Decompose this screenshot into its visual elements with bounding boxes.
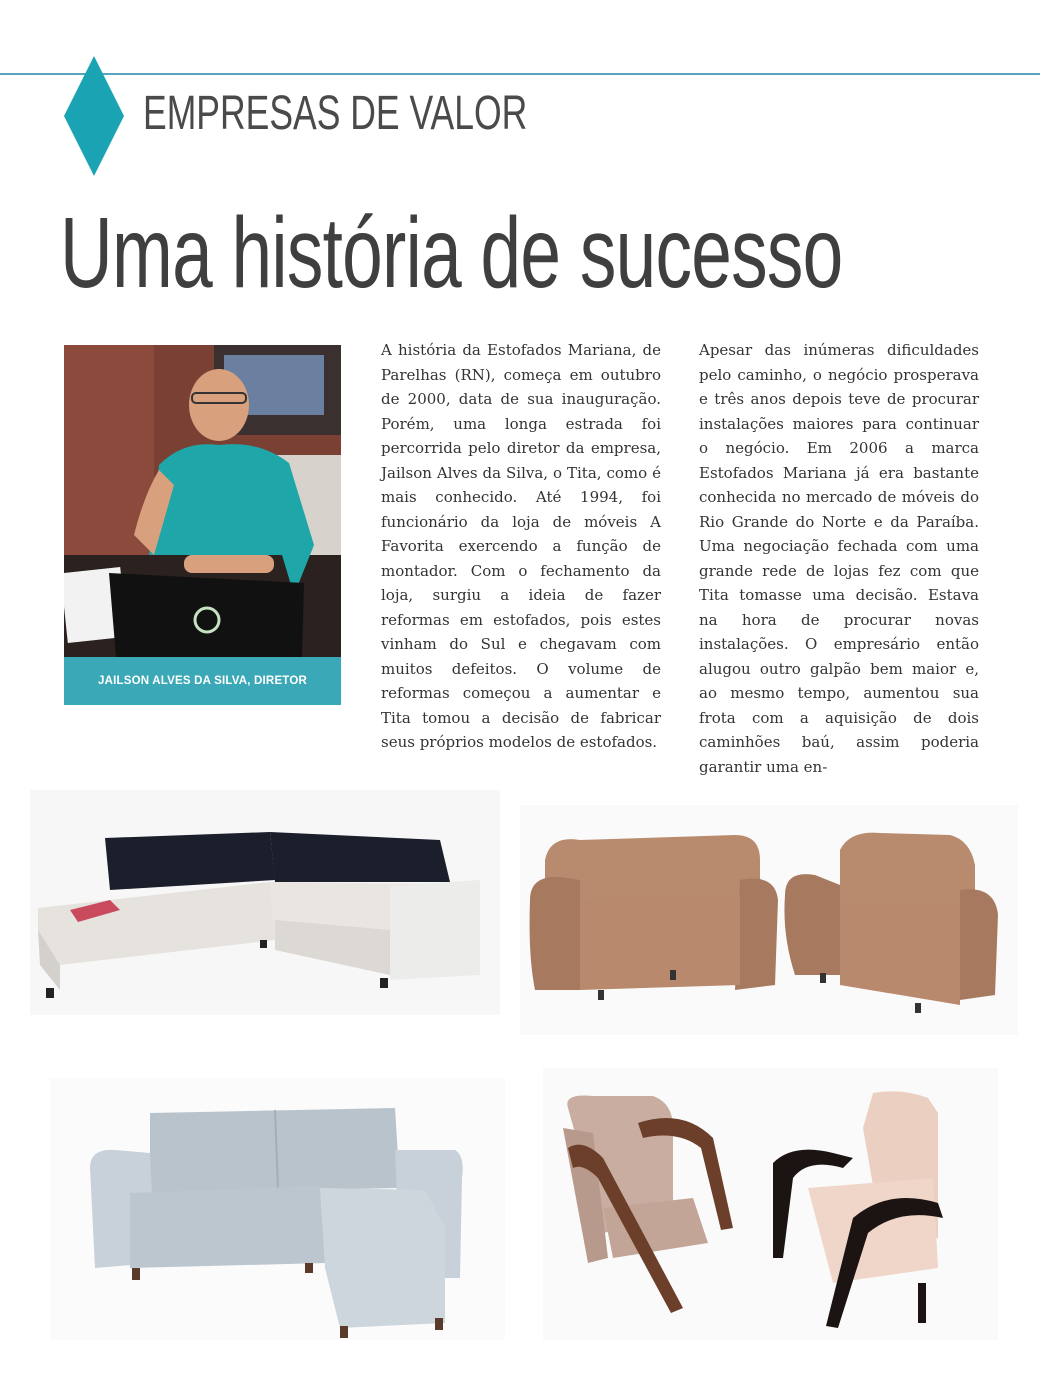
armchairs-image: [543, 1068, 998, 1340]
headline: Uma história de sucesso: [60, 197, 843, 309]
article-column-2: Apesar das inúmeras dificuldades pelo caminho, o negócio prosperava e três anos depois teve de procurar instalações maiores para continuar o negócio. Em 2006 a marca Estofados Mariana já era bastante conhecida no mercado de móveis do Rio Grande do Norte e da Paraíba. Uma negociação fechada com uma grande rede de lojas fez com que Tita tomasse uma decisão. Estava na hora de procurar novas instalações. O empresário então alugou outro galpão bem maior e, ao mesmo tempo, aumentou sua frota com a aquisição de dois caminhões baú, assim poderia garantir uma en-: [699, 341, 979, 776]
sofa-set-brown-image: [520, 805, 1018, 1035]
director-photo: [64, 345, 341, 657]
top-rule: [0, 73, 1040, 75]
sofa-chaise-grey-image: [50, 1078, 505, 1340]
photo-caption-bar: [64, 657, 341, 705]
article-column-1: A história da Estofados Mariana, de Parelhas (RN), começa em outubro de 2000, data de sua inauguração. Porém, uma longa estrada foi percorrida pelo diretor da empresa, Jailson Alves da Silva, o Tita, como é mais conhecido. Até 1994, foi funcionário da loja de móveis A Favorita exercendo a função de montador. Com o fechamento da loja, surgiu a ideia de fazer reformas em estofados, pois estes vinham do Sul e chegavam com muitos defeitos. O volume de reformas começou a aumentar e Tita tomou a decisão de fabricar seus próprios modelos de estofados.: [381, 341, 661, 751]
section-label: EMPRESAS DE VALOR: [143, 87, 528, 140]
diamond-icon: [64, 56, 124, 176]
sofa-corner-image: [30, 790, 500, 1015]
photo-caption: JAILSON ALVES DA SILVA, DIRETOR: [98, 675, 307, 687]
